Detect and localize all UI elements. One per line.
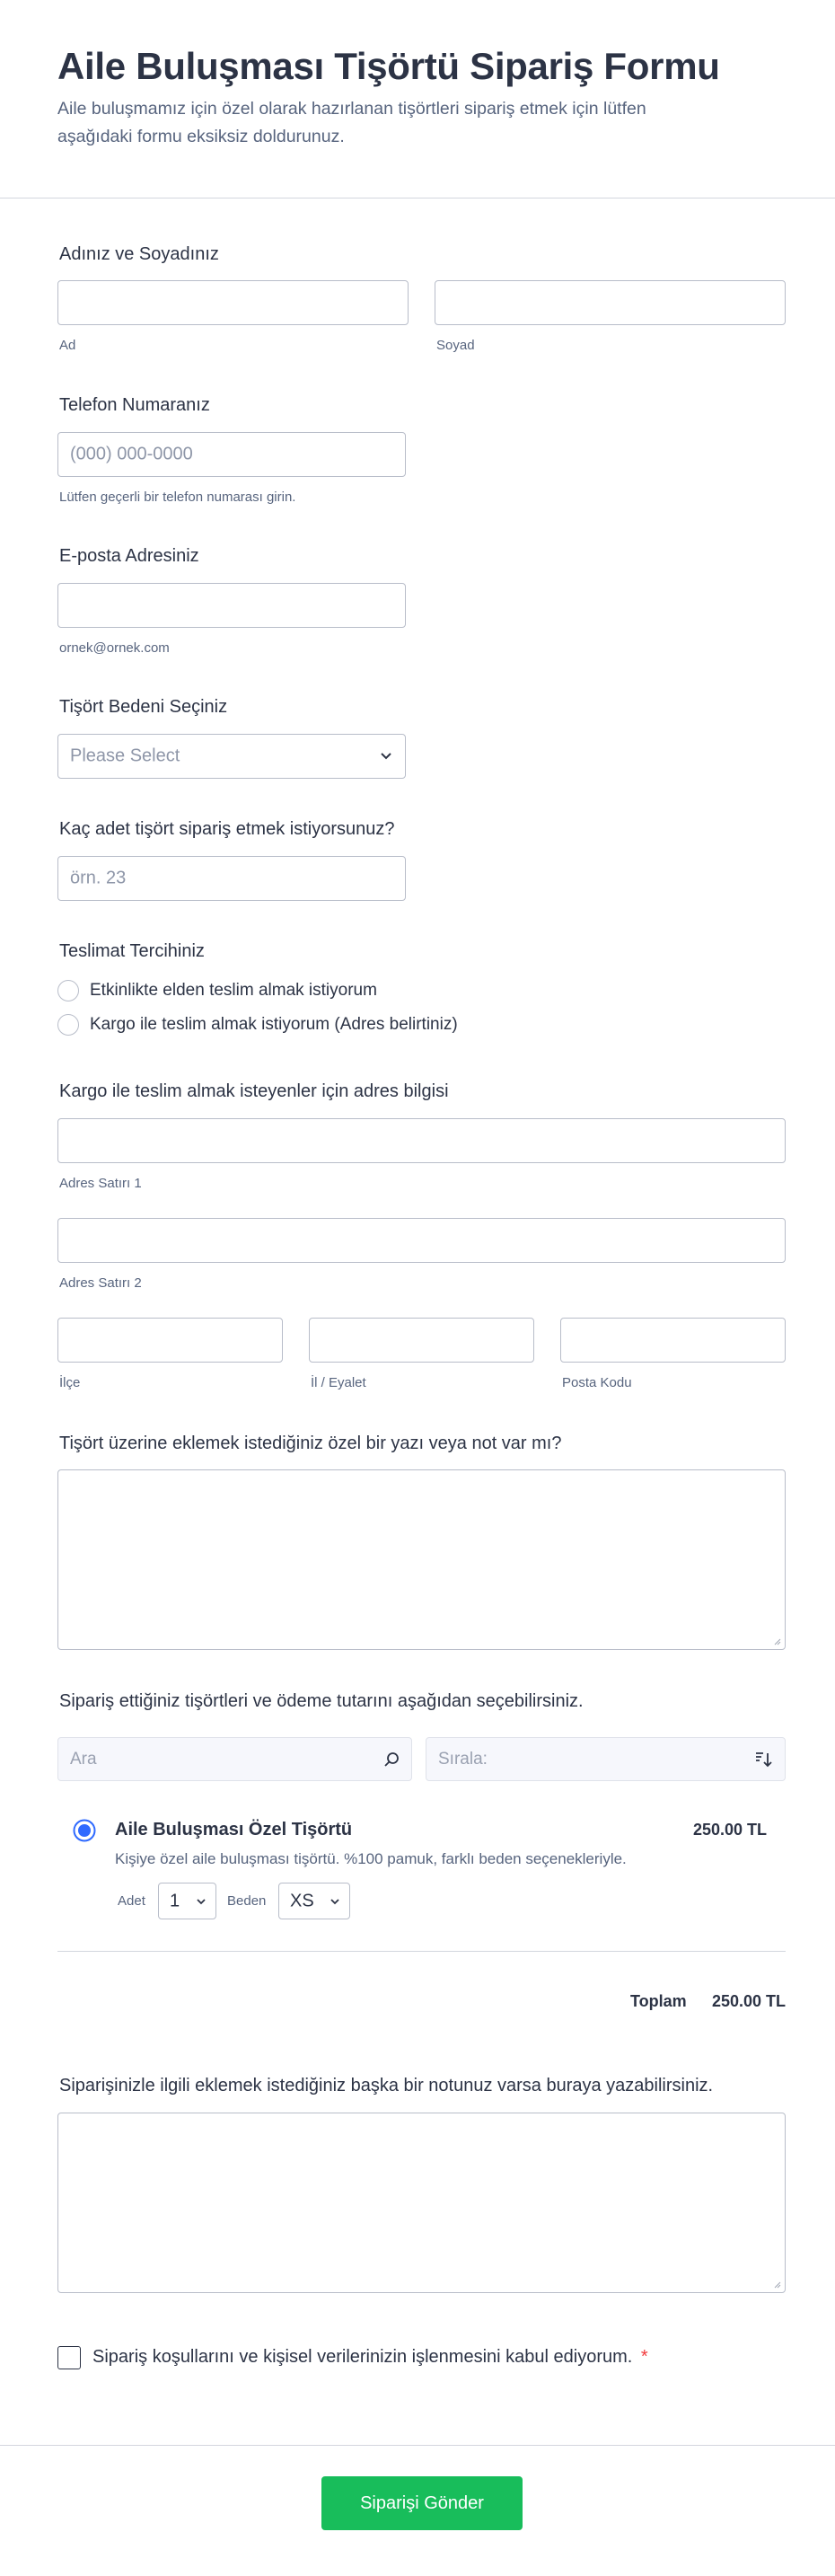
delivery-option-cargo[interactable]: Kargo ile teslim almak istiyorum (Adres belirtiniz) bbox=[90, 1015, 458, 1034]
postal-code-input[interactable] bbox=[560, 1318, 786, 1363]
consent-label[interactable] bbox=[92, 2347, 648, 2368]
size-select-value: Please Select bbox=[70, 745, 180, 766]
product-name: Aile Buluşması Özel Tişörtü bbox=[115, 1820, 353, 1839]
total-label: Toplam bbox=[630, 1992, 687, 2010]
submit-button[interactable]: Siparişi Gönder bbox=[321, 2476, 523, 2530]
search-icon[interactable] bbox=[382, 1751, 400, 1769]
footer-divider bbox=[0, 2445, 835, 2446]
notes-textarea[interactable] bbox=[57, 2113, 786, 2293]
phone-input[interactable] bbox=[57, 432, 406, 477]
total-value: 250.00 TL bbox=[711, 1992, 786, 2010]
product-sort-select[interactable] bbox=[426, 1737, 786, 1781]
resize-handle-icon[interactable] bbox=[772, 2280, 781, 2289]
form-title: Aile Buluşması Tişörtü Sipariş Formu bbox=[57, 45, 720, 87]
delivery-label: Teslimat Tercihiniz bbox=[59, 941, 205, 961]
product-price: 250.00 TL bbox=[692, 1821, 767, 1839]
postal-code-sublabel: Posta Kodu bbox=[562, 1375, 632, 1390]
district-sublabel: İlçe bbox=[59, 1375, 81, 1390]
first-name-input[interactable] bbox=[57, 280, 409, 325]
delivery-radio-cargo[interactable] bbox=[57, 1014, 79, 1036]
last-name-sublabel: Soyad bbox=[436, 338, 475, 353]
first-name-sublabel: Ad bbox=[59, 338, 76, 353]
consent-text: Sipariş koşullarını ve kişisel verilerinizin işlenmesini kabul ediyorum. bbox=[92, 2347, 633, 2367]
product-size-select[interactable] bbox=[278, 1883, 350, 1919]
product-qty-select[interactable] bbox=[158, 1883, 216, 1919]
product-size-label: Beden bbox=[227, 1893, 267, 1909]
district-input[interactable] bbox=[57, 1318, 283, 1363]
product-qty-value: 1 bbox=[170, 1891, 180, 1910]
phone-sublabel: Lütfen geçerli bir telefon numarası girin. bbox=[59, 490, 296, 505]
email-label: E-posta Adresiniz bbox=[59, 546, 199, 566]
name-label: Adınız ve Soyadınız bbox=[59, 244, 219, 264]
state-sublabel: İl / Eyalet bbox=[311, 1375, 366, 1390]
resize-handle-icon[interactable] bbox=[772, 1636, 781, 1645]
quantity-label: Kaç adet tişört sipariş etmek istiyorsunuz? bbox=[59, 819, 395, 839]
product-radio-selected[interactable] bbox=[73, 1819, 96, 1842]
product-qty-label: Adet bbox=[118, 1893, 145, 1909]
consent-checkbox[interactable] bbox=[57, 2346, 81, 2369]
address-line1-input[interactable] bbox=[57, 1118, 786, 1163]
product-sort-placeholder: Sırala: bbox=[438, 1749, 488, 1769]
address-line2-input[interactable] bbox=[57, 1218, 786, 1263]
custom-text-label: Tişört üzerine eklemek istediğiniz özel bir yazı veya not var mı? bbox=[59, 1434, 562, 1453]
product-size-value: XS bbox=[290, 1891, 314, 1910]
address-line1-sublabel: Adres Satırı 1 bbox=[59, 1176, 142, 1191]
address-line2-sublabel: Adres Satırı 2 bbox=[59, 1275, 142, 1291]
form-subtitle: Aile buluşmamız için özel olarak hazırlanan tişörtleri sipariş etmek için lütfen aşağıdaki formu eksiksiz doldurunuz. bbox=[57, 99, 646, 146]
product-search-placeholder: Ara bbox=[70, 1749, 97, 1769]
chevron-down-icon bbox=[330, 1898, 340, 1905]
product-search-input[interactable] bbox=[57, 1737, 412, 1781]
products-label: Sipariş ettiğiniz tişörtleri ve ödeme tutarını aşağıdan seçebilirsiniz. bbox=[59, 1691, 584, 1711]
chevron-down-icon bbox=[196, 1898, 207, 1905]
custom-text-textarea[interactable] bbox=[57, 1469, 786, 1650]
products-divider bbox=[57, 1951, 786, 1952]
phone-placeholder: (000) 000-0000 bbox=[70, 444, 193, 464]
phone-label: Telefon Numaranız bbox=[59, 395, 210, 415]
address-label: Kargo ile teslim almak isteyenler için adres bilgisi bbox=[59, 1081, 449, 1101]
delivery-option-pickup[interactable]: Etkinlikte elden teslim almak istiyorum bbox=[90, 981, 377, 1000]
email-sublabel: ornek@ornek.com bbox=[59, 640, 170, 656]
delivery-radio-pickup[interactable] bbox=[57, 980, 79, 1001]
size-label: Tişört Bedeni Seçiniz bbox=[59, 697, 228, 717]
sort-icon[interactable] bbox=[754, 1751, 774, 1769]
notes-label: Siparişinizle ilgili eklemek istediğiniz başka bir notunuz varsa buraya yazabilirsiniz. bbox=[59, 2076, 714, 2095]
product-description: Kişiye özel aile buluşması tişörtü. %100 pamuk, farklı beden seçenekleriyle. bbox=[115, 1850, 627, 1867]
quantity-input[interactable] bbox=[57, 856, 406, 901]
chevron-down-icon bbox=[380, 752, 392, 761]
quantity-placeholder: örn. 23 bbox=[70, 868, 127, 888]
size-select[interactable] bbox=[57, 734, 406, 779]
last-name-input[interactable] bbox=[435, 280, 786, 325]
email-input[interactable] bbox=[57, 583, 406, 628]
required-mark: * bbox=[640, 2347, 648, 2367]
state-input[interactable] bbox=[309, 1318, 534, 1363]
